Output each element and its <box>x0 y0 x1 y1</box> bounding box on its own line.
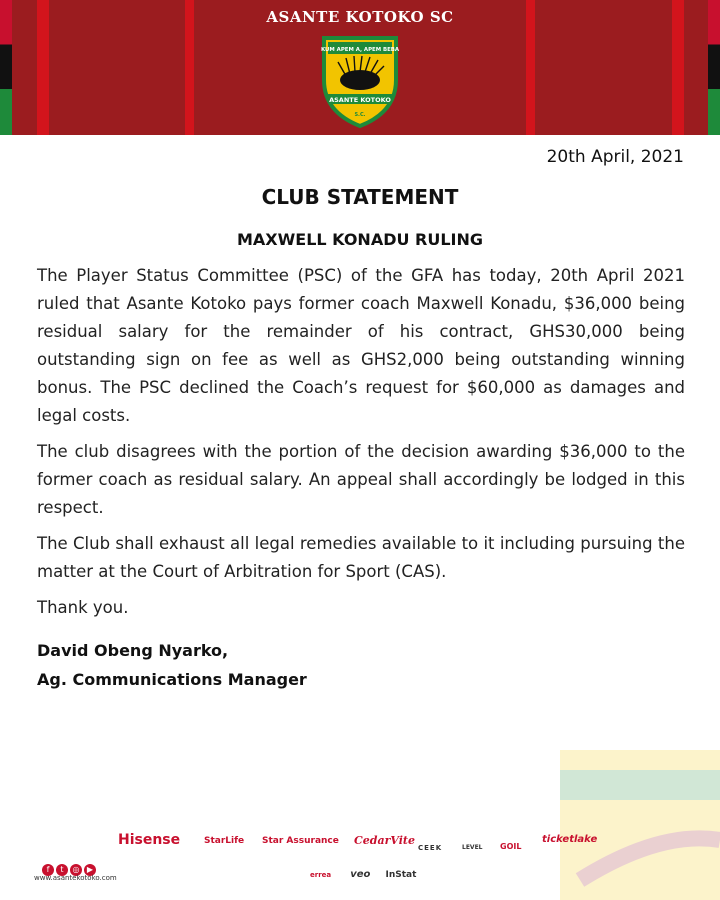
sponsor-errea: errea <box>310 871 332 879</box>
sponsor-hisense: Hisense <box>118 832 181 848</box>
statement-title: CLUB STATEMENT <box>261 185 459 209</box>
sponsor-row <box>110 822 610 862</box>
paragraph-disagreement: The club disagrees with the portion of the decision awarding $36,000 to the former coach as residual salary. An appeal shall accordingly be lodged in this respect. <box>37 442 685 517</box>
club-name: ASANTE KOTOKO SC <box>266 8 454 26</box>
statement-subtitle: MAXWELL KONADU RULING <box>236 230 484 249</box>
signature-block <box>37 636 307 694</box>
website-link[interactable]: www.asantekotoko.com <box>34 874 117 882</box>
sponsor-cedarvite: CedarVite <box>354 834 415 847</box>
sponsor-veo: veo <box>350 869 371 880</box>
statement-body <box>37 262 685 630</box>
sponsor-star-assurance: Star Assurance <box>262 836 339 846</box>
crest-watermark-icon <box>540 730 720 900</box>
sponsor-starlife: StarLife <box>204 836 245 846</box>
facebook-icon[interactable]: f <box>42 864 54 876</box>
signatory-name: David Obeng Nyarko, <box>37 641 229 660</box>
paragraph-ruling: The Player Status Committee (PSC) of the GFA has today, 20th April 2021 ruled that Asante Kotoko pays former coach Maxwell Konadu, $36,000 being residual salary for the remainder of his contract, GHS30,000 being outstanding sign on fee as well as GHS2,000 being outstanding winning bonus. The PSC declined the Coach’s request for $60,000 as damages and legal costs. <box>37 266 685 425</box>
crest-small-text: S.C. <box>354 112 366 118</box>
youtube-icon[interactable]: ▶ <box>84 864 96 876</box>
instagram-icon[interactable]: ◎ <box>70 864 82 876</box>
sponsor-ceek: CEEK <box>418 844 443 852</box>
signatory-title: Ag. Communications Manager <box>37 670 307 689</box>
statement-date: 20th April, 2021 <box>546 147 684 167</box>
sponsor-level: LEVEL <box>462 844 483 851</box>
sponsor-goil: GOIL <box>500 842 522 851</box>
sponsor-instat: InStat <box>385 870 417 880</box>
header-banner <box>0 0 720 135</box>
paragraph-thanks: Thank you. <box>37 598 129 617</box>
sponsor-row-2 <box>310 862 416 881</box>
twitter-icon[interactable]: t <box>56 864 68 876</box>
sponsor-ticketlake: ticketlake <box>542 834 598 845</box>
club-crest-icon <box>318 32 402 128</box>
crest-bottom-text: ASANTE KOTOKO <box>329 96 391 104</box>
paragraph-legal-remedies: The Club shall exhaust all legal remedies available to it including pursuing the matter at the Court of Arbitration for Sport (CAS). <box>37 534 685 581</box>
crest-top-text: KUM APEM A, APEM BEBA <box>320 47 400 53</box>
